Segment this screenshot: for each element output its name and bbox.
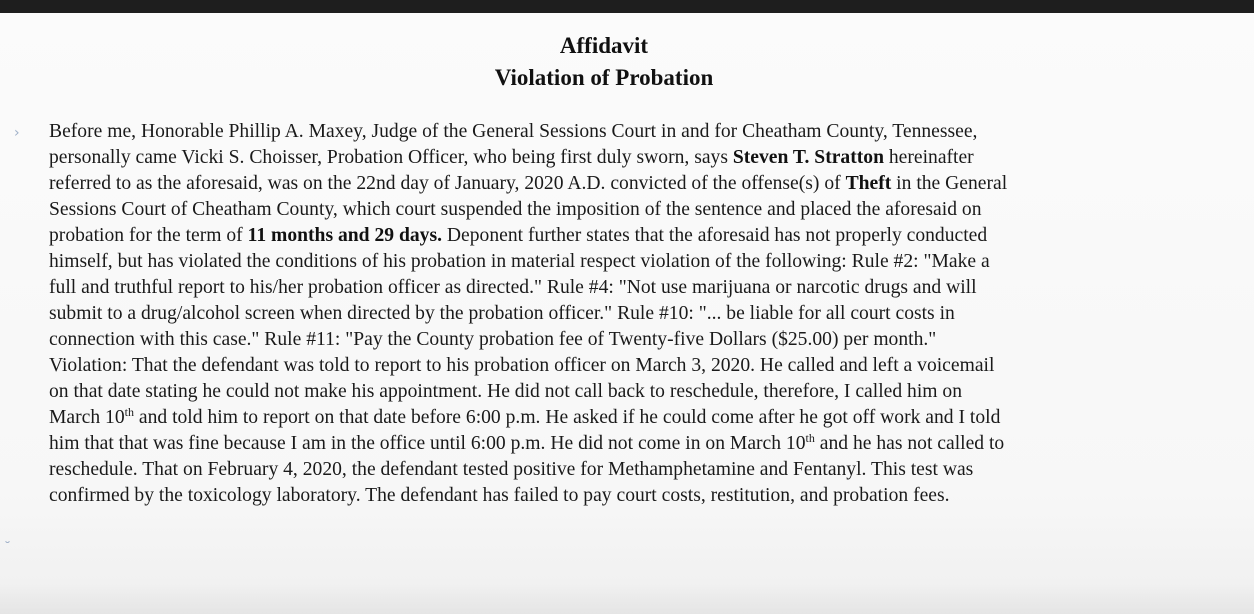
body-line [49,249,1169,275]
body-line [49,197,1169,223]
scan-mark-icon: ˘ [4,540,11,556]
body-line [49,275,1169,301]
body-text-segment: reschedule. That on February 4, 2020, the defendant tested positive for Methamphetamine and Fentanyl. This test was [49,459,974,480]
document-title: Affidavit [559,33,649,58]
document-page [0,13,1254,614]
body-line [49,223,1169,249]
body-text-segment: connection with this case." Rule #11: "Pay the County probation fee of Twenty-five Dollars ($25.00) per month." [49,329,937,350]
body-text-segment: and told him to report on that date before 6:00 p.m. He asked if he could come after he got off work and I told [133,407,1001,428]
body-text-segment: Before me, Honorable Phillip A. Maxey, Judge of the General Sessions Court in and for Cheatham County, Tennessee, [49,121,978,142]
body-text-segment: on that date stating he could not make his appointment. He did not call back to reschedule, therefore, I called him on [49,381,963,402]
body-text-segment: confirmed by the toxicology laboratory. The defendant has failed to pay court costs, restitution, and probation fees. [49,485,950,506]
body-line [49,327,1169,353]
top-dark-bar [0,0,1254,13]
body-text-segment: March 10 [49,407,125,428]
body-text-segment: Sessions Court of Cheatham County, which court suspended the imposition of the sentence and placed the aforesaid on [49,199,982,220]
body-text-segment: him that that was fine because I am in the office until 6:00 p.m. He did not come in on March 10 [49,433,806,454]
body-line [49,431,1169,457]
body-text-segment: Deponent further states that the aforesaid has not properly conducted [441,225,988,246]
body-line [49,171,1169,197]
body-text-segment: submit to a drug/alcohol screen when directed by the probation officer." Rule #10: "... be liable for all court costs in [49,303,955,324]
body-line [49,119,1169,145]
body-text-segment: probation for the term of [49,225,248,246]
bold-text: Theft [845,173,892,194]
affidavit-body [49,119,1169,509]
scan-mark-icon: › [14,125,20,141]
body-line [49,405,1169,431]
superscript-text: th [805,431,815,445]
body-text-segment: in the General [891,173,1008,194]
body-line [49,145,1169,171]
document-subtitle: Violation of Probation [494,65,714,90]
bold-text: 11 months and 29 days. [247,225,442,246]
bold-text: Steven T. Stratton [732,147,884,168]
superscript-text: th [124,405,134,419]
body-text-segment: himself, but has violated the conditions of his probation in material respect violation of the following: Rule #2: "Make a [49,251,990,272]
body-line [49,483,1169,509]
body-line [49,301,1169,327]
body-text-segment: full and truthful report to his/her probation officer as directed." Rule #4: "Not use marijuana or narcotic drugs and will [49,277,977,298]
body-text-segment: hereinafter [883,147,974,168]
body-text-segment: Violation: That the defendant was told to report to his probation officer on March 3, 2020. He called and left a voicemail [49,355,995,376]
body-text-segment: referred to as the aforesaid, was on the 22nd day of January, 2020 A.D. convicted of the offense(s) of [49,173,846,194]
body-line [49,379,1169,405]
body-line [49,457,1169,483]
body-text-segment: personally came Vicki S. Choisser, Probation Officer, who being first duly sworn, says [49,147,733,168]
body-line [49,353,1169,379]
body-text-segment: and he has not called to [814,433,1005,454]
